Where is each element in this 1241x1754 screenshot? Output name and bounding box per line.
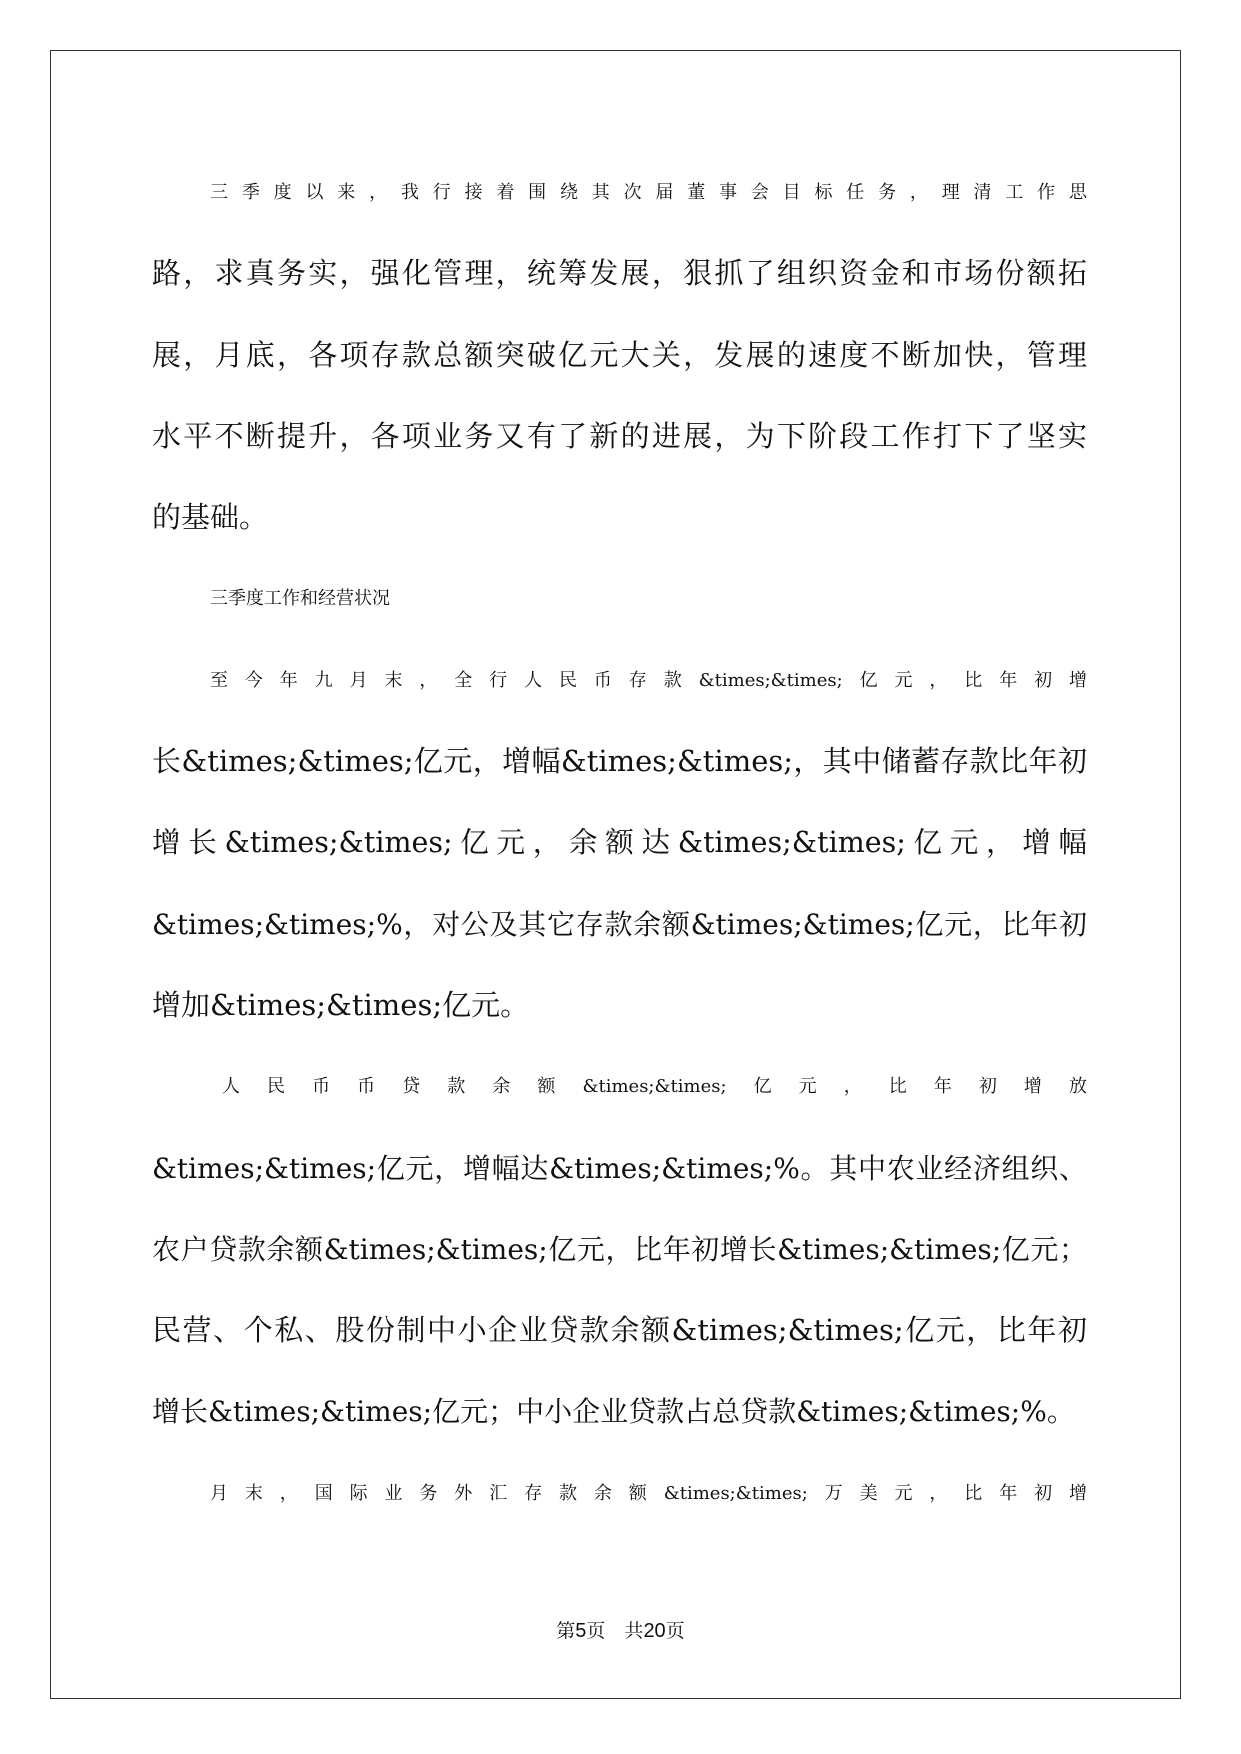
footer-total-pages: 20: [643, 1620, 666, 1642]
text-line-13: &times;&times;亿元，增幅达&times;&times;%。其中农业经济组织、: [152, 1151, 1087, 1185]
text-line-1: 三季度以来，我行接着围绕其次届董事会目标任务，理清工作思: [210, 182, 1087, 203]
text-line-3: 展，月底，各项存款总额突破亿元大关，发展的速度不断加快，管理: [152, 337, 1087, 372]
text-line-2: 路，求真务实，强化管理，统筹发展，狠抓了组织资金和市场份额拓: [152, 256, 1087, 291]
text-line-7: 至今年九月末，全行人民币存款&times;&times;亿元，比年初增: [210, 669, 1087, 691]
footer-prefix: 第: [556, 1620, 576, 1642]
footer-suffix: 页: [665, 1620, 685, 1642]
text-line-14: 农户贷款余额&times;&times;亿元，比年初增长&times;&times;亿元；: [152, 1232, 1087, 1266]
text-line-12: 人民币币贷款余额&times;&times;亿元，比年初增放: [222, 1076, 1087, 1098]
section-heading: 三季度工作和经营状况: [210, 588, 390, 610]
text-line-9: 增长&times;&times;亿元，余额达&times;&times;亿元，增幅: [152, 826, 1087, 860]
text-line-17: 月末，国际业务外汇存款余额&times;&times;万美元，比年初增: [210, 1482, 1087, 1504]
text-line-15: 民营、个私、股份制中小企业贷款余额&times;&times;亿元，比年初: [152, 1313, 1087, 1348]
text-line-4: 水平不断提升，各项业务又有了新的进展，为下阶段工作打下了坚实: [152, 418, 1087, 453]
footer-mid: 页 共: [586, 1620, 644, 1642]
text-line-10: &times;&times;%，对公及其它存款余额&times;&times;亿元，比年初: [152, 907, 1087, 941]
document-body: [152, 152, 1087, 1534]
text-line-16: 增长&times;&times;亿元；中小企业贷款占总贷款&times;&times;%。: [152, 1395, 1075, 1429]
text-line-11: 增加&times;&times;亿元。: [152, 987, 530, 1022]
text-line-5: 的基础。: [152, 500, 269, 535]
footer-page-number: 5: [575, 1620, 587, 1642]
page-footer: [0, 1616, 1241, 1643]
text-line-8: 长&times;&times;亿元，增幅&times;&times;，其中储蓄存款比年初: [152, 744, 1087, 779]
